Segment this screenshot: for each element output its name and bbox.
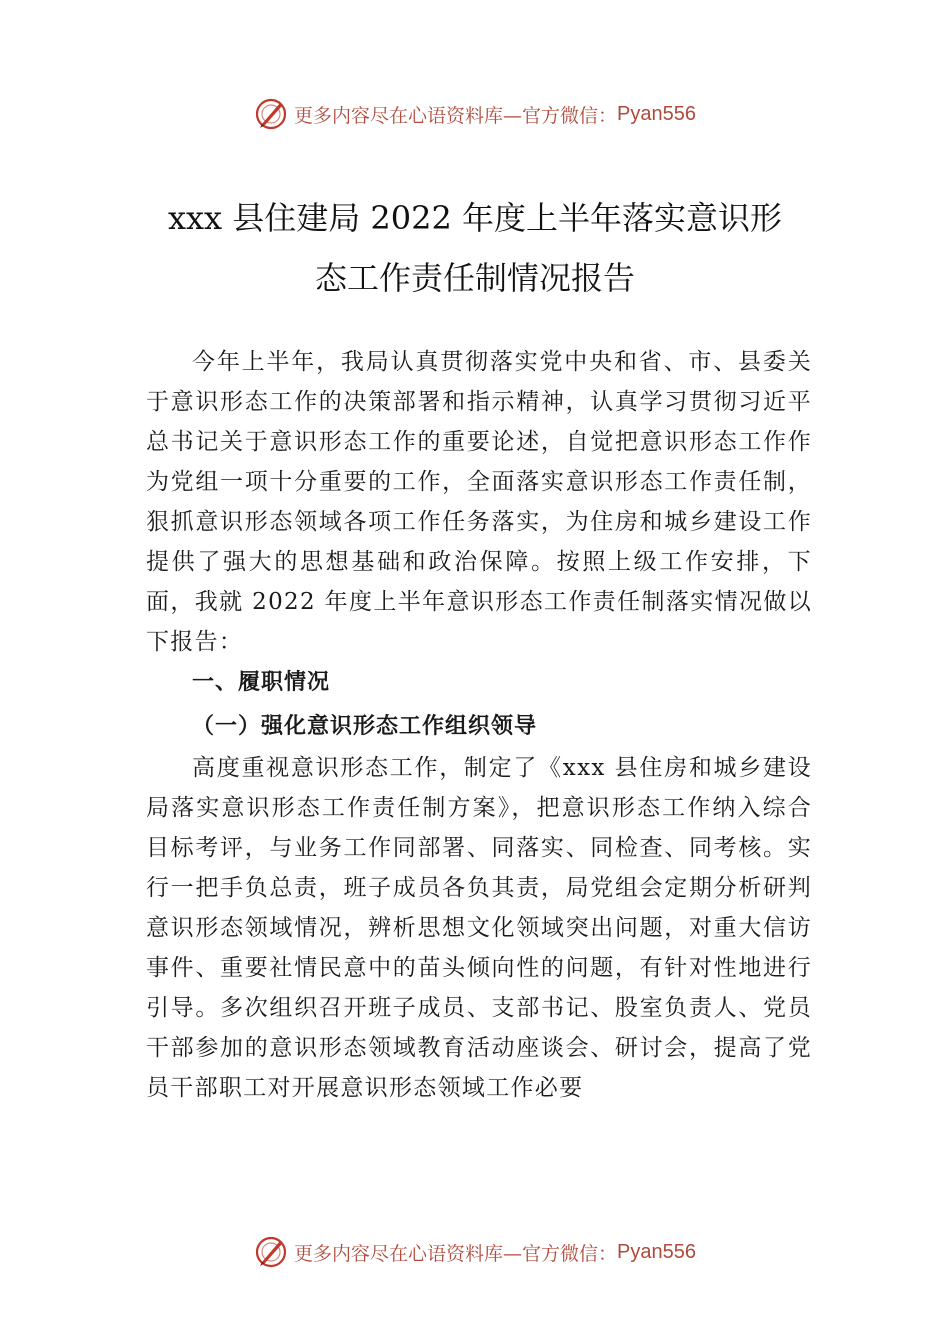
document-body [146,342,812,1108]
banner-text: 更多内容尽在心语资料库—官方微信： [294,104,618,127]
title-line-1: xxx 县住建局 2022 年度上半年落实意识形 [167,199,783,237]
intro-paragraph: 今年上半年，我局认真贯彻落实党中央和省、市、县委关于意识形态工作的决策部署和指示精神，认真学习贯彻习近平总书记关于意识形态工作的重要论述，自觉把意识形态工作作为党组一项十分重要的工作，全面落实意识形态工作责任制，狠抓意识形态领域各项工作任务落实，为住房和城乡建设工作提供了强大的思想基础和政治保障。按照上级工作安排，下面，我就 2022 年度上半年意识形态工作责任制落实情况做以下报告： [146,349,812,655]
title-line-2: 态工作责任制情况报告 [314,259,635,297]
banner-wechat-handle: Pyan556 [617,1240,696,1263]
footer-watermark-banner [0,1232,950,1272]
section-heading-1: 一、履职情况 [192,670,331,695]
quill-pen-logo-icon [254,1235,288,1269]
subsection-heading-1: （一）强化意识形态工作组织领导 [192,713,538,739]
document-title [100,188,850,308]
banner-wechat-handle: Pyan556 [617,102,696,125]
banner-text: 更多内容尽在心语资料库—官方微信： [294,1242,618,1265]
subsection-1-paragraph: 高度重视意识形态工作，制定了《xxx 县住房和城乡建设局落实意识形态工作责任制方案》，把意识形态工作纳入综合目标考评，与业务工作同部署、同落实、同检查、同考核。实行一把手负总责，班子成员各负其责，局党组会定期分析研判意识形态领域情况，辨析思想文化领域突出问题，对重大信访事件、重要社情民意中的苗头倾向性的问题，有针对性地进行引导。多次组织召开班子成员、支部书记、股室负责人、党员干部参加的意识形态领域教育活动座谈会、研讨会，提高了党员干部职工对开展意识形态领域工作必要 [146,755,812,1101]
quill-pen-logo-icon [254,97,288,131]
header-watermark-banner [0,94,950,134]
